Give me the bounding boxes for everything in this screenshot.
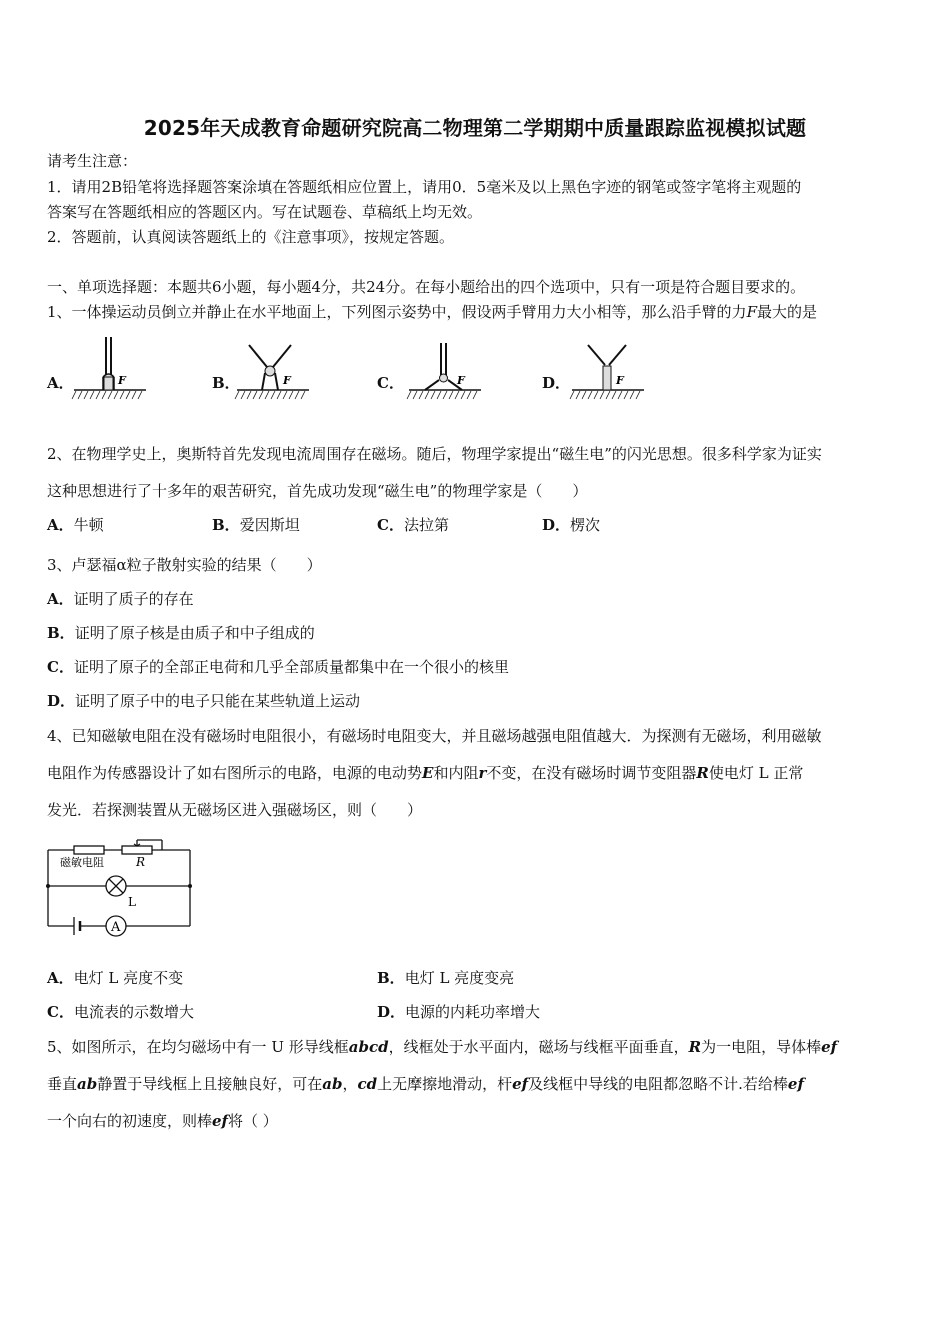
q4-rheostat-label: R — [136, 855, 146, 869]
q4-magnetoresistor-label: 磁敏电阻 — [60, 856, 104, 869]
q4-option-c: C．电流表的示数增大 — [47, 1003, 194, 1021]
question-4-line-1: 4、已知磁敏电阻在没有磁场时电阻很小，有磁场时电阻变大，并且磁场越强电阻值越大．为探测有无磁场，利用磁敏 — [47, 727, 822, 745]
notice-line-3: 2．答题前，认真阅读答题纸上的《注意事项》，按规定答题。 — [47, 228, 455, 246]
q2-option-c: C．法拉第 — [377, 516, 449, 534]
q2-option-b: B．爱因斯坦 — [212, 516, 300, 534]
q1-b-force-label: F — [283, 374, 291, 387]
q1-option-a-label: A． — [47, 374, 74, 392]
q2-option-d: D．楞次 — [542, 516, 601, 534]
q2-option-a: A．牛顿 — [47, 516, 104, 534]
q4-ammeter-label: A — [111, 920, 121, 935]
notice-line-1: 1．请用2B铅笔将选择题答案涂填在答题纸相应位置上，请用0．5毫米及以上黑色字迹的钢笔或签字笔将主观题的 — [47, 178, 802, 196]
q1-c-force-label: F — [457, 374, 465, 387]
notice-line-2: 答案写在答题纸相应的答题区内。写在试题卷、草稿纸上均无效。 — [47, 203, 483, 221]
question-2-line-2: 这种思想进行了十多年的艰苦研究，首先成功发现“磁生电”的物理学家是（ ） — [47, 482, 588, 500]
q1-figure-b — [233, 333, 313, 405]
question-4-line-3: 发光．若探测装置从无磁场区进入强磁场区，则（ ） — [47, 801, 423, 819]
q1-option-d-label: D． — [542, 374, 571, 392]
q4-option-a: A．电灯 L 亮度不变 — [47, 969, 184, 987]
q4-circuit-diagram — [44, 838, 194, 942]
q1-force-symbol: F — [746, 303, 757, 321]
q3-option-c: C．证明了原子的全部正电荷和几乎全部质量都集中在一个很小的核里 — [47, 658, 509, 676]
q1-option-b-label: B． — [212, 374, 240, 392]
question-5-line-3: 一个向右的初速度，则棒ef将（ ） — [47, 1112, 278, 1130]
q1-figure-d — [568, 333, 648, 405]
q1-option-c-label: C． — [377, 374, 404, 392]
q3-option-a: A．证明了质子的存在 — [47, 590, 194, 608]
q3-option-d: D．证明了原子中的电子只能在某些轨道上运动 — [47, 692, 361, 710]
q1-figure-a — [70, 333, 150, 405]
q1-d-force-label: F — [616, 374, 624, 387]
q3-option-b: B．证明了原子核是由质子和中子组成的 — [47, 624, 315, 642]
q4-option-d: D．电源的内耗功率增大 — [377, 1003, 541, 1021]
q4-option-b: B．电灯 L 亮度变亮 — [377, 969, 515, 987]
question-2-line-1: 2、在物理学史上，奥斯特首先发现电流周围存在磁场。随后，物理学家提出“磁生电”的闪光思想。很多科学家为证实 — [47, 445, 822, 463]
question-3-stem: 3、卢瑟福α粒子散射实验的结果（ ） — [47, 556, 322, 574]
q1-figure-c — [405, 333, 485, 405]
section-heading: 一、单项选择题：本题共6小题，每小题4分，共24分。在每小题给出的四个选项中，只有一项是符合题目要求的。 — [47, 278, 806, 296]
page-title: 2025年天成教育命题研究院高二物理第二学期期中质量跟踪监视模拟试题 — [143, 116, 807, 140]
question-4-line-2: 电阻作为传感器设计了如右图所示的电路，电源的电动势E和内阻r不变，在没有磁场时调节变阻器R使电灯 L 正常 — [47, 764, 804, 782]
question-1-stem — [47, 302, 913, 322]
q1-stem-text: 1、一体操运动员倒立并静止在水平地面上，下列图示姿势中，假设两手臂用力大小相等，那么沿手臂的力 — [47, 303, 747, 321]
q1-a-force-label: F — [118, 374, 126, 387]
question-5-line-2: 垂直ab静置于导线框上且接触良好，可在ab，cd上无摩擦地滑动，杆ef及线框中导线的电阻都忽略不计.若给棒ef — [47, 1075, 804, 1093]
notice-heading: 请考生注意： — [47, 152, 138, 170]
q4-lamp-label: L — [128, 895, 136, 909]
q1-stem-end: 最大的是 — [756, 303, 817, 321]
question-5-line-1: 5、如图所示，在均匀磁场中有一 U 形导线框abcd，线框处于水平面内，磁场与线框平面垂直，R为一电阻，导体棒ef — [47, 1038, 838, 1056]
